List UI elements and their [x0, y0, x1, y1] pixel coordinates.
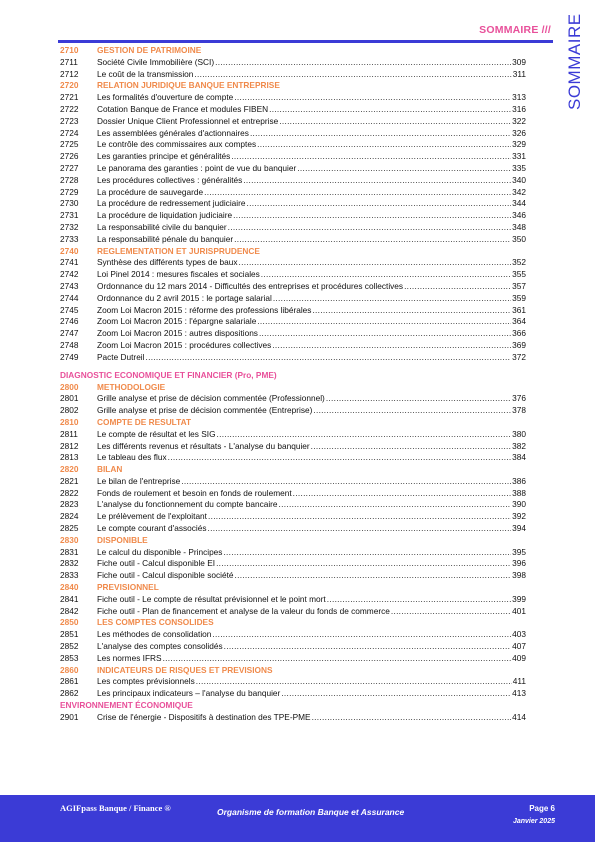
toc-entry: [60, 316, 526, 328]
toc-entry-page: 372: [512, 351, 526, 362]
toc-entry: [60, 104, 526, 116]
toc-entry-page: 407: [512, 641, 526, 652]
toc-entry: [60, 281, 526, 293]
toc-dot-leader: [216, 558, 511, 570]
toc-domain-heading: [60, 370, 526, 382]
toc-entry-page: 390: [512, 499, 526, 510]
toc-entry: [60, 488, 526, 500]
toc-section-heading: [60, 665, 526, 677]
toc-entry-title: Les principaux indicateurs – l'analyse du banquier: [97, 688, 281, 699]
toc-entry: [60, 594, 526, 606]
toc-entry-title: Dossier Unique Client Professionnel et entreprise: [97, 115, 279, 126]
toc-dot-leader: [269, 104, 511, 116]
toc-entry-page: 413: [512, 688, 526, 699]
toc-entry: [60, 452, 526, 464]
toc-entry: [60, 305, 526, 317]
toc-entry-page: 335: [512, 162, 526, 173]
toc-entry-title: Les assemblées générales d'actionnaires: [97, 127, 249, 138]
toc-dot-leader: [234, 234, 511, 246]
toc-entry-title: La procédure de liquidation judiciaire: [97, 210, 233, 221]
toc-entry-code: 2741: [60, 257, 79, 268]
toc-entry-page: 346: [512, 210, 526, 221]
toc-entry-code: 2711: [60, 56, 78, 67]
toc-dot-leader: [281, 688, 511, 700]
toc-entry-page: 394: [512, 523, 526, 534]
header-divider: [58, 40, 553, 43]
toc-entry-title: La procédure de redressement judiciaire: [97, 198, 246, 209]
toc-entry-title: Loi Pinel 2014 : mesures fiscales et sociales: [97, 269, 260, 280]
toc-section-code: 2860: [60, 664, 79, 675]
toc-entry-code: 2724: [60, 127, 79, 138]
toc-entry-title: Le prélèvement de l'exploitant: [97, 511, 207, 522]
toc-entry-code: 2852: [60, 641, 79, 652]
toc-section-code: 2720: [60, 80, 79, 91]
toc-section-code: 2710: [60, 45, 79, 55]
toc-entry-code: 2824: [60, 511, 79, 522]
footer-page-number: Page 6: [529, 804, 555, 813]
toc-entry-code: 2723: [60, 115, 79, 126]
toc-section-title: LES COMPTES CONSOLIDES: [97, 617, 214, 628]
toc-dot-leader: [212, 629, 511, 641]
toc-entry: [60, 558, 526, 570]
toc-section-code: 2800: [60, 381, 79, 392]
toc-entry: [60, 547, 526, 559]
toc-entry: [60, 688, 526, 700]
toc-entry: [60, 257, 526, 269]
toc-entry-page: 395: [512, 546, 526, 557]
toc-entry-title: Les normes IFRS: [97, 652, 162, 663]
toc-entry-code: 2745: [60, 304, 79, 315]
toc-entry-title: Fiche outil - Le compte de résultat prévisionnel et le point mort: [97, 593, 326, 604]
toc-entry: [60, 293, 526, 305]
toc-entry-page: 386: [512, 475, 526, 486]
toc-entry: [60, 340, 526, 352]
toc-dot-leader: [297, 163, 511, 175]
toc-entry-title: La responsabilité pénale du banquier: [97, 233, 234, 244]
side-section-label: SOMMAIRE: [565, 13, 584, 110]
toc-entry-code: 2744: [60, 292, 79, 303]
toc-dot-leader: [235, 570, 512, 582]
toc-entry-title: Le compte de résultat et les SIG: [97, 428, 216, 439]
toc-dot-leader: [234, 92, 511, 104]
toc-entry-page: 311: [512, 68, 526, 79]
toc-entry-page: 352: [512, 257, 526, 268]
toc-entry: [60, 151, 526, 163]
toc-entry: [60, 139, 526, 151]
toc-section-heading: [60, 535, 526, 547]
toc-dot-leader: [181, 476, 511, 488]
toc-section-title: GESTION DE PATRIMOINE: [97, 45, 202, 55]
toc-entry: [60, 641, 526, 653]
toc-entry-title: Le panorama des garanties : point de vue du banquier: [97, 162, 297, 173]
toc-section-code: 2740: [60, 245, 79, 256]
toc-entry-title: Le coût de la transmission: [97, 68, 194, 79]
toc-entry-title: Les différents revenus et résultats - L'analyse du banquier: [97, 440, 310, 451]
toc-section-code: 2830: [60, 534, 79, 545]
toc-entry-code: 2725: [60, 139, 79, 150]
toc-entry-page: 329: [512, 139, 526, 150]
toc-entry-title: Fiche outil - Calcul disponible société: [97, 570, 234, 581]
toc-entry-page: 357: [512, 280, 526, 291]
toc-entry: [60, 499, 526, 511]
toc-entry-title: Zoom Loi Macron 2015 : réforme des professions libérales: [97, 304, 312, 315]
toc-dot-leader: [279, 116, 511, 128]
toc-entry-page: 348: [512, 221, 526, 232]
toc-entry-title: Le contrôle des commissaires aux comptes: [97, 139, 257, 150]
toc-entry: [60, 629, 526, 641]
toc-entry-code: 2731: [60, 210, 79, 221]
toc-entry-page: 326: [512, 127, 526, 138]
toc-entry-code: 2746: [60, 316, 79, 327]
toc-section-heading: [60, 464, 526, 476]
toc-entry-page: 342: [512, 186, 526, 197]
toc-entry-page: 340: [512, 174, 526, 185]
toc-entry-title: L'analyse des comptes consolidés: [97, 641, 223, 652]
toc-entry-title: Le tableau des flux: [97, 452, 167, 463]
toc-entry-code: 2825: [60, 523, 79, 534]
toc-entry: [60, 393, 526, 405]
toc-dot-leader: [243, 175, 511, 187]
toc-dot-leader: [391, 606, 511, 618]
toc-dot-leader: [293, 488, 512, 500]
toc-entry: [60, 606, 526, 618]
toc-entry: [60, 210, 526, 222]
toc-section-title: REGLEMENTATION ET JURISPRUDENCE: [97, 245, 260, 256]
toc-entry-title: Les méthodes de consolidation: [97, 629, 212, 640]
toc-domain-title: DIAGNOSTIC ECONOMIQUE ET FINANCIER (Pro, PME): [60, 369, 277, 380]
toc-entry-title: Zoom Loi Macron 2015 : l'épargne salariale: [97, 316, 257, 327]
toc-section-heading: [60, 582, 526, 594]
toc-dot-leader: [247, 198, 512, 210]
toc-entry: [60, 441, 526, 453]
toc-entry-code: 2747: [60, 328, 79, 339]
toc-entry-title: Crise de l'énergie - Dispositifs à destination des TPE-PME: [97, 712, 311, 723]
toc-domain-heading: [60, 700, 526, 712]
toc-dot-leader: [261, 269, 511, 281]
toc-entry-title: Le compte courant d'associés: [97, 523, 207, 534]
toc-entry: [60, 269, 526, 281]
toc-entry-code: 2729: [60, 186, 79, 197]
toc-entry-code: 2823: [60, 499, 79, 510]
toc-domain-title: ENVIRONNEMENT ÉCONOMIQUE: [60, 700, 193, 711]
toc-entry-title: Zoom Loi Macron 2015 : autres dispositions: [97, 328, 258, 339]
page-footer: [0, 795, 595, 842]
toc-entry-page: 382: [512, 440, 526, 451]
toc-section-title: PREVISIONNEL: [97, 582, 159, 593]
toc-entry-page: 378: [512, 405, 526, 416]
toc-entry-code: 2742: [60, 269, 79, 280]
toc-entry-page: 369: [512, 339, 526, 350]
toc-entry-page: 398: [512, 570, 526, 581]
toc-entry-title: Le bilan de l'entreprise: [97, 475, 181, 486]
toc-section-code: 2820: [60, 464, 79, 475]
toc-dot-leader: [163, 653, 512, 665]
toc-section-title: INDICATEURS DE RISQUES ET PREVISIONS: [97, 664, 273, 675]
toc-entry-page: 396: [512, 558, 526, 569]
toc-entry-title: Les procédures collectives : généralités: [97, 174, 243, 185]
toc-entry-page: 392: [512, 511, 526, 522]
toc-entry: [60, 163, 526, 175]
toc-entry-code: 2822: [60, 487, 79, 498]
toc-entry-page: 359: [512, 292, 526, 303]
toc-entry: [60, 511, 526, 523]
toc-dot-leader: [168, 452, 512, 464]
toc-entry-code: 2722: [60, 103, 79, 114]
toc-section-title: RELATION JURIDIQUE BANQUE ENTREPRISE: [97, 80, 280, 91]
toc-dot-leader: [257, 316, 511, 328]
toc-dot-leader: [194, 69, 511, 81]
footer-brand: AGIFpass Banque / Finance ®: [60, 803, 171, 813]
toc-dot-leader: [250, 128, 511, 140]
toc-entry-code: 2811: [60, 428, 78, 439]
toc-entry-title: Fiche outil - Calcul disponible EI: [97, 558, 216, 569]
toc-entry: [60, 429, 526, 441]
footer-organisation: Organisme de formation Banque et Assurance: [217, 807, 405, 817]
toc-entry: [60, 175, 526, 187]
toc-section-code: 2840: [60, 582, 79, 593]
toc-dot-leader: [231, 151, 511, 163]
toc-section-heading: [60, 617, 526, 629]
toc-entry-page: 388: [512, 487, 526, 498]
toc-dot-leader: [327, 594, 511, 606]
toc-section-heading: [60, 417, 526, 429]
toc-section-title: METHODOLOGIE: [97, 381, 166, 392]
toc-entry-code: 2733: [60, 233, 79, 244]
toc-entry-code: 2832: [60, 558, 79, 569]
toc-entry: [60, 405, 526, 417]
toc-entry: [60, 523, 526, 535]
toc-section-title: COMPTE DE RESULTAT: [97, 416, 192, 427]
toc-dot-leader: [233, 210, 511, 222]
toc-dot-leader: [272, 340, 511, 352]
toc-entry-code: 2730: [60, 198, 79, 209]
toc-entry: [60, 92, 526, 104]
toc-section-heading: [60, 382, 526, 394]
toc-entry-page: 401: [512, 605, 526, 616]
toc-entry-page: 414: [512, 712, 526, 723]
toc-entry-code: 2801: [60, 393, 79, 404]
toc-entry-title: Les garanties principe et généralités: [97, 151, 231, 162]
toc-entry-page: 322: [512, 115, 526, 126]
toc-entry-title: Ordonnance du 12 mars 2014 - Difficultés des entreprises et procédures collectives: [97, 280, 404, 291]
toc-entry-code: 2862: [60, 688, 79, 699]
toc-entry-code: 2748: [60, 339, 79, 350]
toc-entry-title: Grille analyse et prise de décision commentée (Professionnel): [97, 393, 325, 404]
toc-entry: [60, 222, 526, 234]
toc-entry-title: Synthèse des différents types de baux: [97, 257, 238, 268]
toc-entry-page: 316: [512, 103, 526, 114]
toc-entry: [60, 653, 526, 665]
toc-entry-page: 361: [512, 304, 526, 315]
toc-dot-leader: [326, 393, 511, 405]
toc-entry-page: 399: [512, 593, 526, 604]
toc-entry-title: Ordonnance du 2 avril 2015 : le portage salarial: [97, 292, 272, 303]
toc-entry-code: 2712: [60, 68, 79, 79]
toc-dot-leader: [257, 139, 511, 151]
toc-section-code: 2810: [60, 416, 79, 427]
toc-entry: [60, 352, 526, 364]
toc-dot-leader: [311, 441, 511, 453]
toc-entry-page: 384: [512, 452, 526, 463]
toc-section-heading: [60, 45, 526, 57]
toc-entry-code: 2833: [60, 570, 79, 581]
toc-dot-leader: [204, 187, 511, 199]
toc-entry-page: 313: [512, 92, 526, 103]
toc-section-heading: [60, 246, 526, 258]
toc-dot-leader: [312, 712, 512, 724]
toc-entry: [60, 116, 526, 128]
toc-entry-code: 2732: [60, 221, 79, 232]
toc-entry-code: 2726: [60, 151, 79, 162]
toc-entry-title: Cotation Banque de France et modules FIBEN: [97, 103, 269, 114]
toc-entry-page: 364: [512, 316, 526, 327]
toc-entry-page: 409: [512, 652, 526, 663]
toc-dot-leader: [404, 281, 511, 293]
toc-dot-leader: [223, 547, 511, 559]
toc-dot-leader: [239, 257, 512, 269]
toc-entry-title: Zoom Loi Macron 2015 : procédures collectives: [97, 339, 272, 350]
toc-entry-page: 403: [512, 629, 526, 640]
toc-entry-code: 2813: [60, 452, 79, 463]
toc-entry-code: 2853: [60, 652, 79, 663]
toc-entry-title: L'analyse du fonctionnement du compte bancaire: [97, 499, 278, 510]
toc-entry: [60, 712, 526, 724]
toc-entry: [60, 328, 526, 340]
toc-entry-code: 2821: [60, 475, 79, 486]
toc-dot-leader: [279, 499, 512, 511]
toc-entry-page: 344: [512, 198, 526, 209]
toc-section-title: BILAN: [97, 464, 123, 475]
footer-date: Janvier 2025: [512, 818, 555, 825]
toc-entry-code: 2743: [60, 280, 79, 291]
toc-entry-page: 366: [512, 328, 526, 339]
toc-entry-title: Grille analyse et prise de décision commentée (Entreprise): [97, 405, 313, 416]
toc-entry-title: La responsabilité civile du banquier: [97, 221, 227, 232]
toc-entry-title: Fiche outil - Plan de financement et analyse de la valeur du fonds de commerce: [97, 605, 390, 616]
toc-entry-title: Le calcul du disponible - Principes: [97, 546, 223, 557]
toc-entry-title: Les formalités d'ouverture de compte: [97, 92, 234, 103]
toc-entry-code: 2728: [60, 174, 79, 185]
toc-dot-leader: [215, 57, 511, 69]
toc-dot-leader: [224, 641, 512, 653]
toc-entry: [60, 57, 526, 69]
toc-entry-code: 2842: [60, 605, 79, 616]
toc-dot-leader: [273, 293, 511, 305]
toc-section-title: DISPONIBLE: [97, 534, 148, 545]
toc-entry-code: 2749: [60, 351, 79, 362]
toc-entry-code: 2727: [60, 162, 79, 173]
toc-entry: [60, 676, 526, 688]
toc-entry-code: 2861: [60, 676, 79, 687]
toc-entry-page: 380: [512, 428, 526, 439]
toc-dot-leader: [228, 222, 512, 234]
toc-dot-leader: [259, 328, 511, 340]
table-of-contents: [60, 45, 526, 724]
toc-entry-page: 411: [512, 676, 526, 687]
toc-entry-code: 2802: [60, 405, 79, 416]
toc-entry-title: La procédure de sauvegarde: [97, 186, 204, 197]
toc-dot-leader: [146, 352, 512, 364]
toc-entry-code: 2812: [60, 440, 79, 451]
toc-entry-page: 355: [512, 269, 526, 280]
toc-entry-code: 2721: [60, 92, 79, 103]
toc-section-code: 2850: [60, 617, 79, 628]
toc-entry-title: Pacte Dutreil: [97, 351, 145, 362]
toc-entry: [60, 570, 526, 582]
toc-entry-title: Fonds de roulement et besoin en fonds de roulement: [97, 487, 292, 498]
toc-dot-leader: [196, 676, 512, 688]
toc-entry-page: 309: [512, 56, 526, 67]
toc-entry: [60, 187, 526, 199]
page-header-title: SOMMAIRE ///: [479, 24, 551, 36]
toc-entry-page: 331: [512, 151, 526, 162]
toc-entry-page: 350: [512, 233, 526, 244]
toc-entry-title: Les comptes prévisionnels: [97, 676, 195, 687]
toc-section-heading: [60, 80, 526, 92]
toc-dot-leader: [208, 523, 512, 535]
toc-entry: [60, 198, 526, 210]
toc-entry: [60, 476, 526, 488]
toc-dot-leader: [208, 511, 511, 523]
toc-entry-code: 2901: [60, 712, 79, 723]
toc-entry-code: 2831: [60, 546, 79, 557]
toc-entry: [60, 128, 526, 140]
toc-entry-code: 2841: [60, 593, 79, 604]
toc-entry: [60, 69, 526, 81]
toc-entry: [60, 234, 526, 246]
toc-dot-leader: [313, 405, 511, 417]
toc-dot-leader: [217, 429, 512, 441]
toc-entry-title: Société Civile Immobilière (SCI): [97, 56, 215, 67]
toc-entry-page: 376: [512, 393, 526, 404]
toc-dot-leader: [312, 305, 511, 317]
toc-entry-code: 2851: [60, 629, 79, 640]
